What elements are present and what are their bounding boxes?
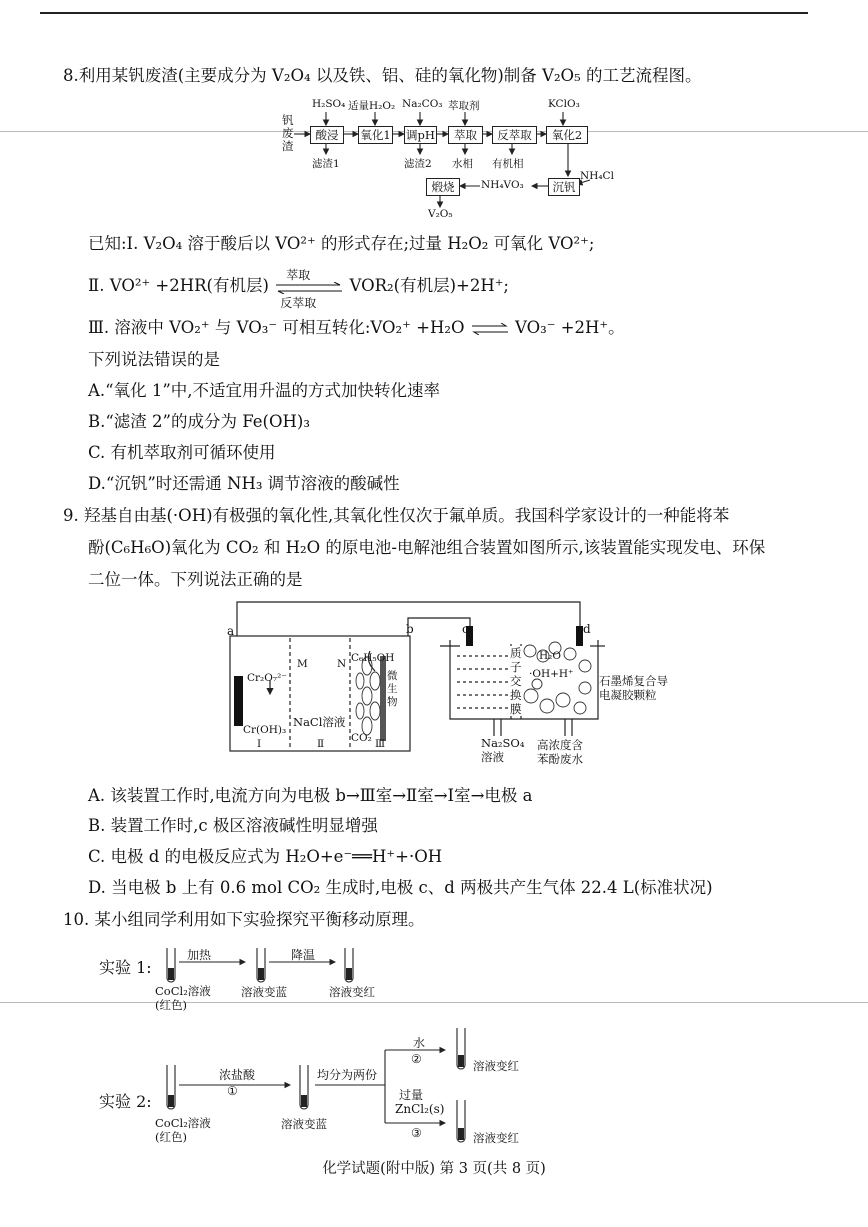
- q9-option-a: A. 该装置工作时,电流方向为电极 b→Ⅲ室→Ⅱ室→Ⅰ室→电极 a: [88, 786, 533, 805]
- label-h2o: H₂O: [539, 650, 561, 662]
- label-nacl: NaCl溶液: [293, 715, 346, 729]
- q8-option-a: A.“氧化 1”中,不适宜用升温的方式加快转化速率: [88, 381, 441, 400]
- electrode-b: [380, 656, 386, 741]
- label-d: d: [583, 622, 591, 636]
- microbe-char: 生: [387, 683, 398, 695]
- reagent-nh4cl: NH₄Cl: [580, 170, 614, 182]
- flow-start-label: [282, 114, 294, 153]
- label-graphene: [599, 674, 668, 702]
- membrane-char: 质: [510, 646, 522, 660]
- q10-stem: 10. 某小组同学利用如下实验探究平衡移动原理。: [63, 910, 425, 929]
- label-membrane: [510, 646, 522, 716]
- output-aqueous: 水相: [452, 158, 473, 170]
- flow-start-char: 渣: [282, 139, 294, 153]
- exp2-tube3-label: 溶液变红: [473, 1059, 519, 1073]
- double-arrow-icon: [470, 323, 510, 335]
- q8-option-d: D.“沉钒”时还需通 NH₃ 调节溶液的酸碱性: [88, 474, 400, 493]
- label-room3: Ⅲ: [375, 738, 386, 750]
- known2-right: VOR₂(有机层)+2H⁺;: [349, 276, 509, 295]
- q8-known2: [88, 267, 509, 310]
- label-na2so4: [481, 736, 524, 764]
- q9-device-figure: [225, 596, 668, 776]
- membrane-char: 子: [510, 660, 522, 674]
- q9-option-c: C. 电极 d 的电极反应式为 H₂O+e⁻══H⁺+·OH: [88, 847, 443, 866]
- label-croh3: Cr(OH)₃: [243, 724, 287, 736]
- known3-right: VO₃⁻ +2H⁺。: [514, 318, 625, 337]
- label-a: a: [227, 624, 235, 638]
- q8-stem: 8.利用某钒废渣(主要成分为 V₂O₄ 以及铁、铝、硅的氧化物)制备 V₂O₅ 的工艺流程图。: [63, 66, 702, 85]
- exp2-step1: ①: [227, 1084, 238, 1098]
- output-residue2: 滤渣2: [404, 158, 432, 170]
- na2so4-line: Na₂SO₄: [481, 736, 525, 750]
- exp1-heat: 加热: [187, 948, 212, 962]
- label-room1: Ⅰ: [257, 738, 262, 750]
- label-cr2o7: Cr₂O₇²⁻: [247, 672, 287, 684]
- output-residue1: 滤渣1: [312, 158, 340, 170]
- exp1-tube1-label: [155, 984, 211, 1012]
- output-organic: 有机相: [492, 158, 524, 170]
- exp1-label: 实验 1:: [99, 958, 152, 977]
- flow-start-char: 钒: [282, 113, 294, 127]
- exp2-tube2-label: 溶液变蓝: [281, 1117, 327, 1131]
- phenol-line: 苯酚废水: [537, 752, 583, 766]
- q9-stem-line1: 9. 羟基自由基(·OH)有极强的氧化性,其氧化性仅次于氟单质。我国科学家设计的一种能将苯: [63, 506, 730, 525]
- reagent-h2so4: H₂SO₄: [312, 98, 346, 110]
- label-co2: CO₂: [351, 732, 372, 744]
- microbe-char: 物: [387, 696, 398, 708]
- reagent-kclo3: KClO₃: [548, 98, 580, 110]
- label-c: c: [462, 622, 469, 636]
- q8-ask: 下列说法错误的是: [88, 350, 220, 369]
- step-oxidation2: 氧化2: [546, 126, 588, 144]
- exp2-split: 均分为两份: [317, 1068, 378, 1082]
- exp2-tube4-label: 溶液变红: [473, 1131, 519, 1145]
- experiment2-figure: [95, 1020, 575, 1150]
- equilibrium-bottom-label: 反萃取: [280, 295, 317, 310]
- phenol-line: 高浓度含: [537, 738, 583, 752]
- page-footer: 化学试题(附中版) 第 3 页(共 8 页): [322, 1161, 546, 1177]
- flow-start-char: 废: [282, 126, 294, 140]
- microbe-char: 微: [387, 670, 398, 682]
- exp2-hcl: 浓盐酸: [219, 1068, 256, 1082]
- label-microbe: [387, 670, 398, 709]
- product-nh4vo3: NH₄VO₃: [481, 179, 524, 191]
- step-adjust-ph: 调pH: [404, 126, 437, 144]
- electrode-a: [234, 676, 243, 726]
- exp2-tube1-label: [155, 1116, 211, 1144]
- q8-known1: 已知:Ⅰ. V₂O₄ 溶于酸后以 VO²⁺ 的形式存在;过量 H₂O₂ 可氧化 VO²⁺;: [88, 234, 595, 253]
- experiment1-figure: [95, 940, 515, 1015]
- q8-option-c: C. 有机萃取剂可循环使用: [88, 443, 276, 462]
- equilibrium-arrow: [274, 267, 344, 310]
- q9-stem-line2: 酚(C₆H₆O)氧化为 CO₂ 和 H₂O 的原电池-电解池组合装置如图所示,该装置能实现发电、环保: [88, 538, 766, 557]
- q9-option-d: D. 当电极 b 上有 0.6 mol CO₂ 生成时,电极 c、d 两极共产生气体 22.4 L(标准状况): [88, 878, 713, 897]
- step-calcine: 煅烧: [426, 178, 460, 196]
- membrane-char: 膜: [510, 702, 522, 716]
- na2so4-line: 溶液: [481, 750, 504, 764]
- exp2-excess: 过量: [399, 1088, 424, 1102]
- graphene-line: 石墨烯复合导: [599, 674, 668, 688]
- known2-left: Ⅱ. VO²⁺ +2HR(有机层): [88, 276, 269, 295]
- q9-stem-line3: 二位一体。下列说法正确的是: [88, 570, 303, 589]
- exp2-step3: ③: [411, 1126, 422, 1140]
- exp2-water: 水: [413, 1036, 426, 1050]
- graphene-line: 电凝胶颗粒: [599, 688, 657, 702]
- label-phenol: C₆H₅OH: [351, 652, 395, 664]
- membrane-char: 交: [510, 674, 522, 688]
- electrode-d: [576, 626, 583, 646]
- label-room2: Ⅱ: [317, 738, 325, 750]
- exp1-tube2-label: 溶液变蓝: [241, 985, 287, 999]
- exp2-step2: ②: [411, 1052, 422, 1066]
- step-back-extraction: 反萃取: [492, 126, 537, 144]
- known3-left: Ⅲ. 溶液中 VO₂⁺ 与 VO₃⁻ 可相互转化:VO₂⁺ +H₂O: [88, 318, 465, 337]
- membrane-char: 换: [510, 688, 522, 702]
- label-m: M: [297, 658, 308, 670]
- q8-option-b: B.“滤渣 2”的成分为 Fe(OH)₃: [88, 412, 310, 431]
- q8-flowchart: [280, 96, 614, 226]
- equilibrium-top-label: 萃取: [286, 267, 311, 282]
- product-v2o5: V₂O₅: [428, 208, 453, 220]
- exp2-label: 实验 2:: [99, 1092, 152, 1111]
- reagent-h2o2: 适量H₂O₂: [348, 100, 396, 112]
- exp2-tube1-line: CoCl₂溶液: [155, 1116, 211, 1130]
- reagent-na2co3: Na₂CO₃: [402, 98, 443, 110]
- exp2-zncl2: ZnCl₂(s): [395, 1102, 445, 1116]
- top-border: [40, 12, 808, 14]
- label-n: N: [337, 658, 347, 670]
- step-oxidation1: 氧化1: [358, 126, 393, 144]
- exp1-cool: 降温: [291, 948, 316, 962]
- label-oh-h: ·OH+H⁺: [529, 668, 574, 680]
- step-precipitate-v: 沉钒: [548, 178, 580, 196]
- reagent-extractant: 萃取剂: [448, 100, 480, 112]
- exp1-tube1-line: (红色): [155, 998, 187, 1012]
- step-extraction: 萃取: [448, 126, 483, 144]
- label-b: b: [406, 622, 414, 636]
- exp2-tube1-line: (红色): [155, 1130, 187, 1144]
- label-phenol-wastewater: [537, 738, 583, 766]
- q9-option-b: B. 装置工作时,c 极区溶液碱性明显增强: [88, 816, 378, 835]
- exp1-tube1-line: CoCl₂溶液: [155, 984, 211, 998]
- q8-known3: [88, 318, 625, 338]
- step-acid-leach: 酸浸: [310, 126, 344, 144]
- exp1-tube3-label: 溶液变红: [329, 985, 375, 999]
